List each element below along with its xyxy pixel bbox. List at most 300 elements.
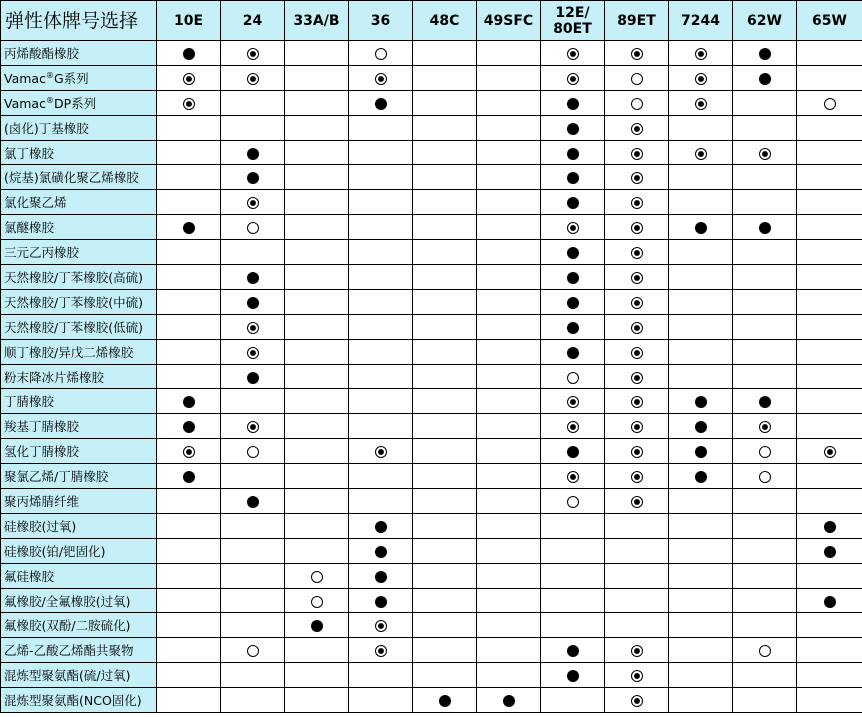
compatibility-cell bbox=[349, 140, 413, 165]
filled-circle-icon bbox=[567, 123, 579, 135]
row-label: 顺丁橡胶/异戊二烯橡胶 bbox=[1, 339, 157, 364]
compatibility-cell bbox=[413, 489, 477, 514]
compatibility-cell bbox=[413, 538, 477, 563]
table-row bbox=[1, 489, 862, 514]
compatibility-cell bbox=[413, 439, 477, 464]
target-circle-icon bbox=[631, 247, 643, 259]
row-label: 氟橡胶/全氟橡胶(过氧) bbox=[1, 588, 157, 613]
target-circle-icon bbox=[631, 197, 643, 209]
table-row bbox=[1, 688, 862, 713]
target-circle-icon bbox=[631, 148, 643, 160]
compatibility-cell bbox=[797, 464, 862, 489]
target-circle-icon bbox=[631, 272, 643, 284]
filled-circle-icon bbox=[567, 172, 579, 184]
compatibility-cell bbox=[285, 588, 349, 613]
compatibility-cell bbox=[413, 90, 477, 115]
compatibility-cell bbox=[605, 314, 669, 339]
compatibility-cell bbox=[221, 41, 285, 66]
compatibility-cell bbox=[733, 513, 797, 538]
compatibility-cell bbox=[797, 588, 862, 613]
compatibility-cell bbox=[157, 215, 221, 240]
compatibility-cell bbox=[797, 289, 862, 314]
filled-circle-icon bbox=[247, 148, 259, 160]
target-circle-icon bbox=[631, 48, 643, 60]
compatibility-cell bbox=[157, 663, 221, 688]
filled-circle-icon bbox=[247, 272, 259, 284]
compatibility-cell bbox=[605, 215, 669, 240]
compatibility-cell bbox=[605, 240, 669, 265]
compatibility-cell bbox=[285, 265, 349, 290]
compatibility-cell bbox=[285, 489, 349, 514]
compatibility-cell bbox=[285, 688, 349, 713]
compatibility-cell bbox=[733, 240, 797, 265]
compatibility-cell bbox=[157, 613, 221, 638]
target-circle-icon bbox=[631, 695, 643, 707]
compatibility-cell bbox=[285, 41, 349, 66]
compatibility-cell bbox=[349, 65, 413, 90]
compatibility-cell bbox=[157, 464, 221, 489]
compatibility-cell bbox=[349, 314, 413, 339]
compatibility-cell bbox=[285, 538, 349, 563]
compatibility-cell bbox=[157, 364, 221, 389]
row-label: 氢化丁腈橡胶 bbox=[1, 439, 157, 464]
target-circle-icon bbox=[375, 620, 387, 632]
compatibility-cell bbox=[157, 265, 221, 290]
target-circle-icon bbox=[567, 421, 579, 433]
compatibility-cell bbox=[221, 638, 285, 663]
compatibility-cell bbox=[221, 563, 285, 588]
compatibility-cell bbox=[669, 563, 733, 588]
filled-circle-icon bbox=[375, 571, 387, 583]
compatibility-cell bbox=[413, 364, 477, 389]
compatibility-cell bbox=[477, 115, 541, 140]
compatibility-cell bbox=[797, 339, 862, 364]
compatibility-cell bbox=[669, 389, 733, 414]
compatibility-cell bbox=[733, 563, 797, 588]
target-circle-icon bbox=[567, 471, 579, 483]
compatibility-cell bbox=[733, 140, 797, 165]
compatibility-cell bbox=[413, 65, 477, 90]
column-header: 65W bbox=[797, 1, 862, 41]
filled-circle-icon bbox=[695, 471, 707, 483]
compatibility-cell bbox=[157, 513, 221, 538]
compatibility-cell bbox=[349, 489, 413, 514]
target-circle-icon bbox=[247, 421, 259, 433]
compatibility-cell bbox=[349, 240, 413, 265]
table-row bbox=[1, 439, 862, 464]
column-header: 12E/ 80ET bbox=[541, 1, 605, 41]
compatibility-cell bbox=[797, 265, 862, 290]
filled-circle-icon bbox=[375, 546, 387, 558]
compatibility-cell bbox=[541, 115, 605, 140]
compatibility-cell bbox=[541, 90, 605, 115]
compatibility-cell bbox=[285, 563, 349, 588]
compatibility-cell bbox=[797, 613, 862, 638]
target-circle-icon bbox=[631, 496, 643, 508]
compatibility-cell bbox=[285, 389, 349, 414]
target-circle-icon bbox=[247, 197, 259, 209]
compatibility-cell bbox=[477, 688, 541, 713]
compatibility-cell bbox=[349, 464, 413, 489]
compatibility-cell bbox=[733, 90, 797, 115]
compatibility-cell bbox=[797, 65, 862, 90]
compatibility-cell bbox=[605, 190, 669, 215]
target-circle-icon bbox=[567, 222, 579, 234]
compatibility-cell bbox=[413, 289, 477, 314]
compatibility-cell bbox=[285, 65, 349, 90]
filled-circle-icon bbox=[567, 347, 579, 359]
compatibility-cell bbox=[285, 190, 349, 215]
compatibility-cell bbox=[413, 613, 477, 638]
row-label: 聚丙烯腈纤维 bbox=[1, 489, 157, 514]
table-row bbox=[1, 638, 862, 663]
compatibility-cell bbox=[349, 563, 413, 588]
compatibility-cell bbox=[157, 90, 221, 115]
compatibility-cell bbox=[221, 663, 285, 688]
compatibility-cell bbox=[733, 464, 797, 489]
compatibility-cell bbox=[221, 215, 285, 240]
compatibility-cell bbox=[541, 314, 605, 339]
compatibility-cell bbox=[605, 389, 669, 414]
compatibility-cell bbox=[221, 339, 285, 364]
table-row bbox=[1, 265, 862, 290]
compatibility-cell bbox=[605, 90, 669, 115]
compatibility-cell bbox=[797, 140, 862, 165]
compatibility-cell bbox=[733, 215, 797, 240]
target-circle-icon bbox=[631, 123, 643, 135]
compatibility-cell bbox=[541, 464, 605, 489]
table-corner-title: 弹性体牌号选择 bbox=[1, 1, 157, 41]
compatibility-cell bbox=[477, 588, 541, 613]
compatibility-cell bbox=[797, 41, 862, 66]
compatibility-cell bbox=[733, 389, 797, 414]
filled-circle-icon bbox=[247, 496, 259, 508]
compatibility-cell bbox=[541, 638, 605, 663]
filled-circle-icon bbox=[503, 695, 515, 707]
row-label: 粉末降冰片烯橡胶 bbox=[1, 364, 157, 389]
compatibility-cell bbox=[477, 314, 541, 339]
compatibility-cell bbox=[349, 389, 413, 414]
target-circle-icon bbox=[567, 48, 579, 60]
filled-circle-icon bbox=[247, 297, 259, 309]
compatibility-cell bbox=[733, 314, 797, 339]
target-circle-icon bbox=[247, 73, 259, 85]
row-label: 天然橡胶/丁苯橡胶(中硫) bbox=[1, 289, 157, 314]
compatibility-cell bbox=[669, 663, 733, 688]
compatibility-cell bbox=[797, 513, 862, 538]
compatibility-cell bbox=[349, 339, 413, 364]
table-row bbox=[1, 414, 862, 439]
filled-circle-icon bbox=[567, 272, 579, 284]
compatibility-cell bbox=[733, 364, 797, 389]
row-label: 氯化聚乙烯 bbox=[1, 190, 157, 215]
column-header: 48C bbox=[413, 1, 477, 41]
empty-circle-icon bbox=[311, 596, 323, 608]
target-circle-icon bbox=[631, 471, 643, 483]
compatibility-cell bbox=[349, 289, 413, 314]
compatibility-cell bbox=[605, 439, 669, 464]
compatibility-cell bbox=[413, 513, 477, 538]
compatibility-cell bbox=[605, 563, 669, 588]
table-row bbox=[1, 115, 862, 140]
compatibility-cell bbox=[477, 663, 541, 688]
compatibility-cell bbox=[221, 414, 285, 439]
compatibility-cell bbox=[349, 265, 413, 290]
compatibility-cell bbox=[413, 190, 477, 215]
compatibility-cell bbox=[157, 489, 221, 514]
compatibility-cell bbox=[413, 115, 477, 140]
compatibility-cell bbox=[669, 688, 733, 713]
compatibility-cell bbox=[157, 339, 221, 364]
compatibility-cell bbox=[605, 65, 669, 90]
compatibility-cell bbox=[797, 165, 862, 190]
filled-circle-icon bbox=[824, 521, 836, 533]
compatibility-cell bbox=[221, 688, 285, 713]
compatibility-cell bbox=[285, 464, 349, 489]
column-header: 49SFC bbox=[477, 1, 541, 41]
compatibility-cell bbox=[285, 165, 349, 190]
empty-circle-icon bbox=[631, 73, 643, 85]
compatibility-cell bbox=[477, 215, 541, 240]
compatibility-cell bbox=[605, 464, 669, 489]
compatibility-cell bbox=[349, 165, 413, 190]
compatibility-cell bbox=[413, 314, 477, 339]
compatibility-cell bbox=[477, 464, 541, 489]
compatibility-cell bbox=[349, 513, 413, 538]
compatibility-cell bbox=[157, 688, 221, 713]
table-row bbox=[1, 215, 862, 240]
compatibility-cell bbox=[157, 140, 221, 165]
filled-circle-icon bbox=[247, 372, 259, 384]
compatibility-cell bbox=[349, 41, 413, 66]
compatibility-cell bbox=[349, 613, 413, 638]
table-row bbox=[1, 289, 862, 314]
row-label: 氯醚橡胶 bbox=[1, 215, 157, 240]
compatibility-cell bbox=[733, 289, 797, 314]
compatibility-cell bbox=[605, 41, 669, 66]
target-circle-icon bbox=[375, 73, 387, 85]
compatibility-cell bbox=[733, 41, 797, 66]
compatibility-cell bbox=[349, 364, 413, 389]
filled-circle-icon bbox=[824, 596, 836, 608]
row-label: 硅橡胶(过氧) bbox=[1, 513, 157, 538]
compatibility-cell bbox=[157, 588, 221, 613]
compatibility-cell bbox=[349, 688, 413, 713]
filled-circle-icon bbox=[567, 446, 579, 458]
compatibility-cell bbox=[477, 65, 541, 90]
filled-circle-icon bbox=[247, 172, 259, 184]
row-label: 氟硅橡胶 bbox=[1, 563, 157, 588]
compatibility-cell bbox=[477, 265, 541, 290]
compatibility-cell bbox=[157, 190, 221, 215]
target-circle-icon bbox=[824, 446, 836, 458]
compatibility-cell bbox=[349, 638, 413, 663]
compatibility-cell bbox=[541, 663, 605, 688]
compatibility-cell bbox=[541, 364, 605, 389]
table-row bbox=[1, 240, 862, 265]
filled-circle-icon bbox=[375, 98, 387, 110]
compatibility-cell bbox=[221, 265, 285, 290]
compatibility-cell bbox=[413, 688, 477, 713]
row-label: 羧基丁腈橡胶 bbox=[1, 414, 157, 439]
filled-circle-icon bbox=[695, 446, 707, 458]
compatibility-cell bbox=[669, 588, 733, 613]
compatibility-cell bbox=[285, 314, 349, 339]
compatibility-cell bbox=[413, 339, 477, 364]
target-circle-icon bbox=[567, 396, 579, 408]
row-label: 混炼型聚氨酯(硫/过氧) bbox=[1, 663, 157, 688]
row-label: 混炼型聚氨酯(NCO固化) bbox=[1, 688, 157, 713]
column-header: 7244 bbox=[669, 1, 733, 41]
compatibility-cell bbox=[157, 414, 221, 439]
compatibility-cell bbox=[349, 588, 413, 613]
table-row bbox=[1, 563, 862, 588]
empty-circle-icon bbox=[759, 471, 771, 483]
compatibility-cell bbox=[349, 663, 413, 688]
compatibility-cell bbox=[605, 513, 669, 538]
compatibility-cell bbox=[285, 339, 349, 364]
compatibility-cell bbox=[477, 513, 541, 538]
header-row bbox=[1, 1, 862, 41]
compatibility-cell bbox=[413, 414, 477, 439]
compatibility-cell bbox=[477, 41, 541, 66]
empty-circle-icon bbox=[759, 446, 771, 458]
compatibility-cell bbox=[221, 464, 285, 489]
compatibility-cell bbox=[541, 265, 605, 290]
compatibility-cell bbox=[605, 414, 669, 439]
compatibility-cell bbox=[477, 140, 541, 165]
filled-circle-icon bbox=[311, 620, 323, 632]
compatibility-cell bbox=[413, 588, 477, 613]
compatibility-cell bbox=[477, 289, 541, 314]
compatibility-cell bbox=[605, 140, 669, 165]
table-row bbox=[1, 165, 862, 190]
compatibility-cell bbox=[157, 41, 221, 66]
compatibility-cell bbox=[541, 215, 605, 240]
compatibility-cell bbox=[157, 289, 221, 314]
row-label: Vamac®DP系列 bbox=[1, 90, 157, 115]
table-body bbox=[1, 41, 862, 713]
compatibility-cell bbox=[669, 613, 733, 638]
compatibility-cell bbox=[285, 439, 349, 464]
row-label: 丁腈橡胶 bbox=[1, 389, 157, 414]
table-row bbox=[1, 513, 862, 538]
compatibility-cell bbox=[157, 389, 221, 414]
empty-circle-icon bbox=[759, 645, 771, 657]
filled-circle-icon bbox=[183, 421, 195, 433]
compatibility-cell bbox=[797, 489, 862, 514]
target-circle-icon bbox=[631, 670, 643, 682]
compatibility-cell bbox=[669, 265, 733, 290]
compatibility-cell bbox=[733, 688, 797, 713]
compatibility-cell bbox=[669, 115, 733, 140]
empty-circle-icon bbox=[567, 372, 579, 384]
compatibility-cell bbox=[413, 563, 477, 588]
target-circle-icon bbox=[759, 148, 771, 160]
target-circle-icon bbox=[631, 347, 643, 359]
table-row bbox=[1, 190, 862, 215]
compatibility-cell bbox=[221, 65, 285, 90]
compatibility-cell bbox=[413, 215, 477, 240]
filled-circle-icon bbox=[375, 596, 387, 608]
compatibility-cell bbox=[541, 65, 605, 90]
compatibility-cell bbox=[541, 613, 605, 638]
compatibility-cell bbox=[349, 90, 413, 115]
row-label: 聚氯乙烯/丁腈橡胶 bbox=[1, 464, 157, 489]
filled-circle-icon bbox=[567, 197, 579, 209]
compatibility-cell bbox=[669, 90, 733, 115]
compatibility-cell bbox=[605, 538, 669, 563]
compatibility-cell bbox=[541, 563, 605, 588]
compatibility-cell bbox=[221, 314, 285, 339]
compatibility-cell bbox=[157, 563, 221, 588]
compatibility-cell bbox=[733, 588, 797, 613]
compatibility-cell bbox=[157, 65, 221, 90]
row-label: 氟橡胶(双酚/二胺硫化) bbox=[1, 613, 157, 638]
compatibility-cell bbox=[477, 638, 541, 663]
compatibility-cell bbox=[797, 314, 862, 339]
filled-circle-icon bbox=[695, 421, 707, 433]
compatibility-cell bbox=[157, 314, 221, 339]
compatibility-cell bbox=[669, 140, 733, 165]
target-circle-icon bbox=[247, 48, 259, 60]
compatibility-cell bbox=[669, 464, 733, 489]
compatibility-cell bbox=[733, 65, 797, 90]
filled-circle-icon bbox=[695, 396, 707, 408]
compatibility-cell bbox=[349, 414, 413, 439]
compatibility-cell bbox=[797, 688, 862, 713]
compatibility-cell bbox=[349, 538, 413, 563]
compatibility-cell bbox=[605, 489, 669, 514]
compatibility-cell bbox=[413, 464, 477, 489]
compatibility-cell bbox=[477, 414, 541, 439]
compatibility-cell bbox=[605, 638, 669, 663]
empty-circle-icon bbox=[247, 446, 259, 458]
compatibility-cell bbox=[733, 414, 797, 439]
table-row bbox=[1, 538, 862, 563]
compatibility-cell bbox=[669, 165, 733, 190]
empty-circle-icon bbox=[247, 645, 259, 657]
filled-circle-icon bbox=[183, 396, 195, 408]
compatibility-cell bbox=[221, 165, 285, 190]
compatibility-cell bbox=[733, 489, 797, 514]
target-circle-icon bbox=[695, 73, 707, 85]
compatibility-cell bbox=[477, 613, 541, 638]
column-header: 62W bbox=[733, 1, 797, 41]
target-circle-icon bbox=[183, 73, 195, 85]
compatibility-cell bbox=[477, 364, 541, 389]
compatibility-cell bbox=[477, 339, 541, 364]
filled-circle-icon bbox=[567, 98, 579, 110]
compatibility-cell bbox=[157, 538, 221, 563]
compatibility-cell bbox=[733, 638, 797, 663]
compatibility-cell bbox=[541, 588, 605, 613]
compatibility-cell bbox=[797, 115, 862, 140]
target-circle-icon bbox=[183, 98, 195, 110]
compatibility-cell bbox=[413, 265, 477, 290]
compatibility-cell bbox=[541, 414, 605, 439]
compatibility-cell bbox=[541, 190, 605, 215]
target-circle-icon bbox=[631, 446, 643, 458]
compatibility-cell bbox=[541, 688, 605, 713]
compatibility-cell bbox=[733, 339, 797, 364]
empty-circle-icon bbox=[567, 496, 579, 508]
compatibility-cell bbox=[349, 439, 413, 464]
compatibility-cell bbox=[221, 613, 285, 638]
compatibility-cell bbox=[797, 414, 862, 439]
compatibility-cell bbox=[797, 190, 862, 215]
table-row bbox=[1, 663, 862, 688]
